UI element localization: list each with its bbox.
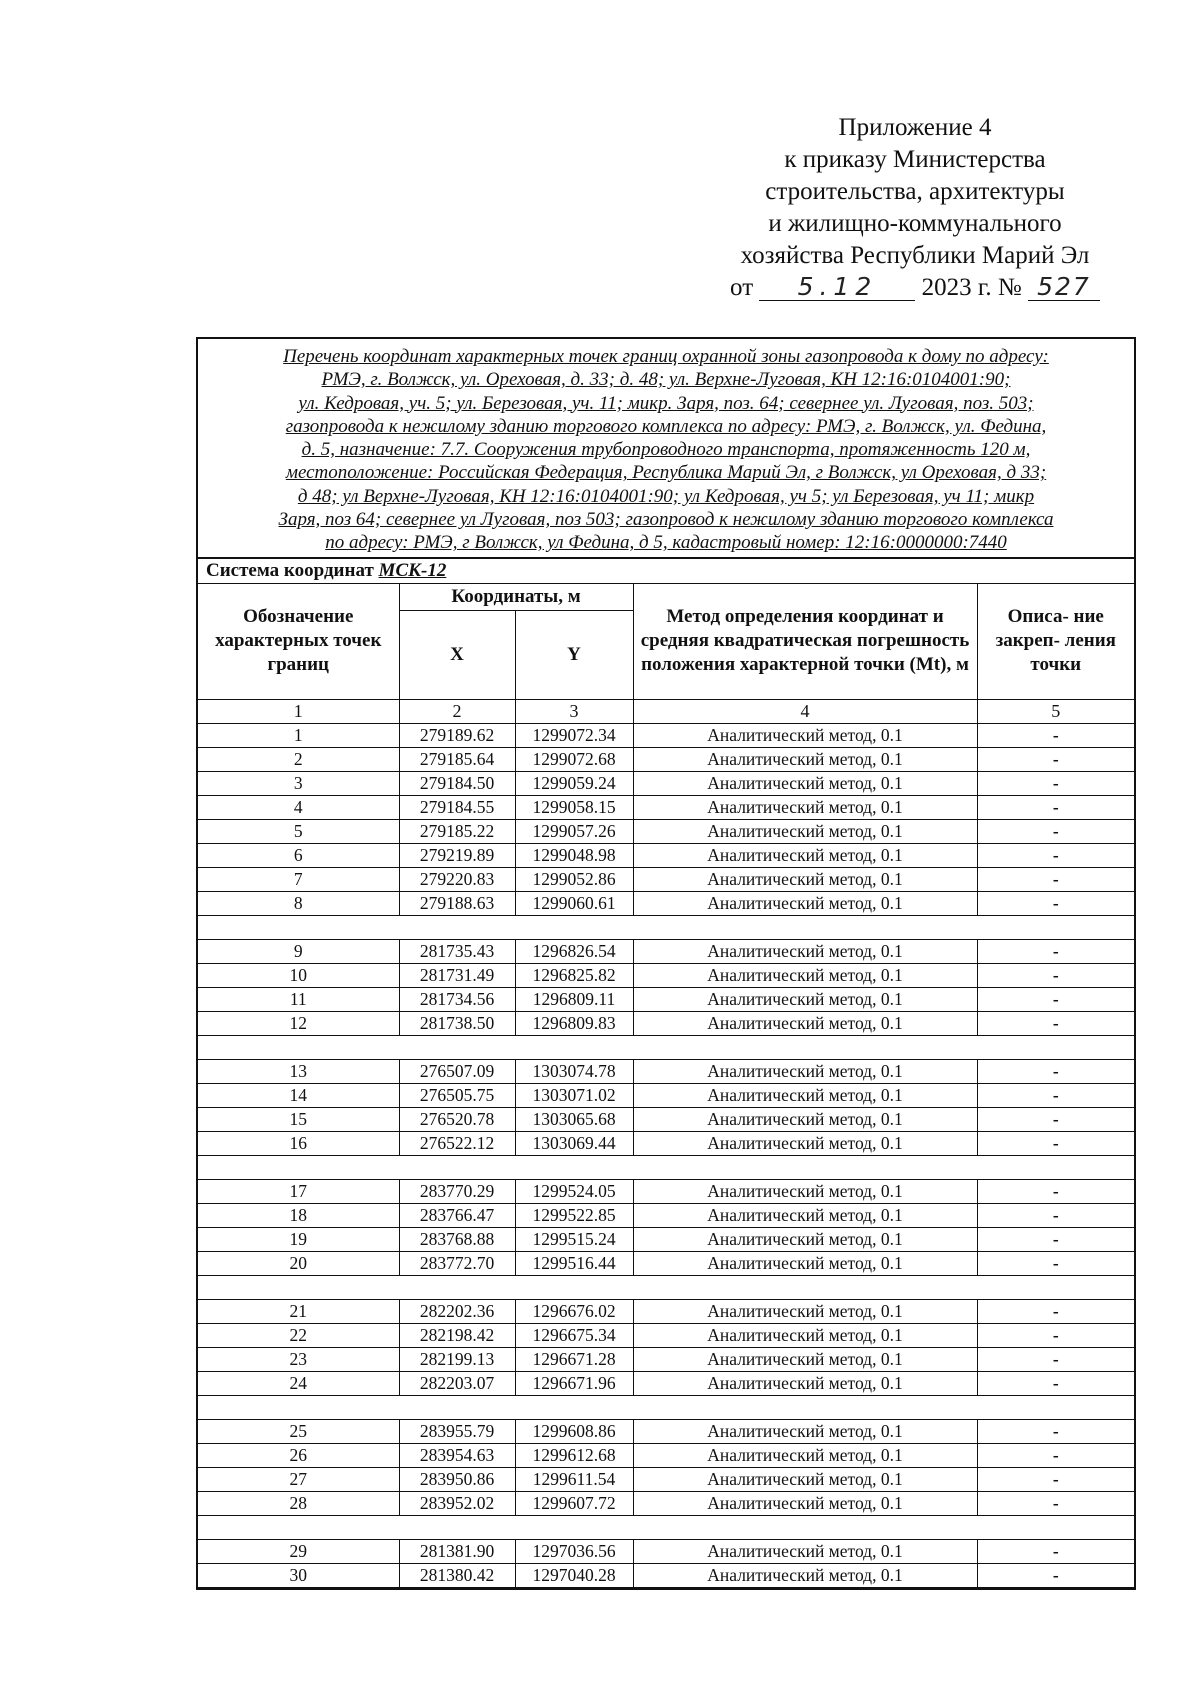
x-coordinate: 283768.88	[399, 1227, 515, 1251]
method-cell: Аналитический метод, 0.1	[633, 1011, 977, 1035]
table-row	[198, 963, 1134, 987]
method-cell: Аналитический метод, 0.1	[633, 1371, 977, 1395]
x-coordinate: 279185.64	[399, 747, 515, 771]
x-coordinate: 279184.50	[399, 771, 515, 795]
x-coordinate: 282203.07	[399, 1371, 515, 1395]
point-id: 1	[198, 723, 399, 747]
year-label: 2023 г. №	[921, 274, 1022, 301]
x-coordinate: 282199.13	[399, 1347, 515, 1371]
table-row	[198, 723, 1134, 747]
y-coordinate: 1299522.85	[515, 1203, 633, 1227]
title-line: РМЭ, г. Волжск, ул. Ореховая, д. 33; д. 48; ул. Верхне-Луговая, КН 12:16:0104001:90;	[321, 369, 1011, 391]
table-row	[198, 1203, 1134, 1227]
point-id: 25	[198, 1419, 399, 1443]
title-line: Заря, поз 64; севернее ул Луговая, поз 503; газопровод к нежилому зданию торгового комплекса	[278, 509, 1054, 531]
point-id: 4	[198, 795, 399, 819]
point-id: 7	[198, 867, 399, 891]
method-cell: Аналитический метод, 0.1	[633, 1227, 977, 1251]
method-cell: Аналитический метод, 0.1	[633, 1419, 977, 1443]
y-coordinate: 1299052.86	[515, 867, 633, 891]
y-coordinate: 1299057.26	[515, 819, 633, 843]
description-cell: -	[977, 1467, 1134, 1491]
method-cell: Аналитический метод, 0.1	[633, 1467, 977, 1491]
title-line: д 48; ул Верхне-Луговая, КН 12:16:0104001:90; ул Кедровая, уч 5; ул Березовая, уч 11; микр	[297, 485, 1035, 507]
title-line: газопровода к нежилому зданию торгового комплекса по адресу: РМЭ, г. Волжск, ул. Федина,	[285, 415, 1047, 437]
method-cell: Аналитический метод, 0.1	[633, 1131, 977, 1155]
y-coordinate: 1299607.72	[515, 1491, 633, 1515]
x-coordinate: 276505.75	[399, 1083, 515, 1107]
description-cell: -	[977, 795, 1134, 819]
x-coordinate: 279184.55	[399, 795, 515, 819]
x-coordinate: 281734.56	[399, 987, 515, 1011]
header-line: хозяйства Республики Марий Эл	[740, 242, 1090, 269]
separator-cell	[198, 1395, 1134, 1419]
y-coordinate: 1299059.24	[515, 771, 633, 795]
description-cell: -	[977, 867, 1134, 891]
separator-cell	[198, 1035, 1134, 1059]
y-coordinate: 1296809.83	[515, 1011, 633, 1035]
description-cell: -	[977, 1059, 1134, 1083]
point-id: 11	[198, 987, 399, 1011]
method-cell: Аналитический метод, 0.1	[633, 1539, 977, 1563]
y-coordinate: 1299060.61	[515, 891, 633, 915]
title-line: местоположение: Российская Федерация, Республика Марий Эл, г Волжск, ул Ореховая, д 33;	[285, 462, 1047, 484]
separator-cell	[198, 1155, 1134, 1179]
table-row	[198, 1251, 1134, 1275]
table-row	[198, 1083, 1134, 1107]
table-row	[198, 1347, 1134, 1371]
column-number: 2	[399, 699, 515, 723]
method-cell: Аналитический метод, 0.1	[633, 867, 977, 891]
x-coordinate: 279219.89	[399, 843, 515, 867]
y-coordinate: 1303069.44	[515, 1131, 633, 1155]
description-cell: -	[977, 939, 1134, 963]
point-id: 3	[198, 771, 399, 795]
group-separator	[198, 1155, 1134, 1179]
x-coordinate: 281735.43	[399, 939, 515, 963]
point-id: 22	[198, 1323, 399, 1347]
method-cell: Аналитический метод, 0.1	[633, 1563, 977, 1587]
point-id: 23	[198, 1347, 399, 1371]
description-cell: -	[977, 1227, 1134, 1251]
y-coordinate: 1299515.24	[515, 1227, 633, 1251]
y-coordinate: 1299608.86	[515, 1419, 633, 1443]
description-cell: -	[977, 723, 1134, 747]
point-id: 27	[198, 1467, 399, 1491]
description-cell: -	[977, 1083, 1134, 1107]
method-cell: Аналитический метод, 0.1	[633, 1491, 977, 1515]
x-coordinate: 283955.79	[399, 1419, 515, 1443]
column-number: 1	[198, 699, 399, 723]
description-cell: -	[977, 747, 1134, 771]
table-row	[198, 1371, 1134, 1395]
point-id: 24	[198, 1371, 399, 1395]
table-row	[198, 1467, 1134, 1491]
table-row	[198, 771, 1134, 795]
x-coordinate: 279189.62	[399, 723, 515, 747]
y-coordinate: 1299048.98	[515, 843, 633, 867]
method-cell: Аналитический метод, 0.1	[633, 1251, 977, 1275]
x-coordinate: 283950.86	[399, 1467, 515, 1491]
method-cell: Аналитический метод, 0.1	[633, 1299, 977, 1323]
x-coordinate: 281731.49	[399, 963, 515, 987]
table-row	[198, 867, 1134, 891]
table-row	[198, 1563, 1134, 1587]
method-cell: Аналитический метод, 0.1	[633, 771, 977, 795]
description-cell: -	[977, 1347, 1134, 1371]
point-id: 6	[198, 843, 399, 867]
y-coordinate: 1299072.34	[515, 723, 633, 747]
point-id: 8	[198, 891, 399, 915]
group-separator	[198, 1515, 1134, 1539]
y-coordinate: 1296826.54	[515, 939, 633, 963]
table-row	[198, 1539, 1134, 1563]
method-cell: Аналитический метод, 0.1	[633, 795, 977, 819]
table-row	[198, 1323, 1134, 1347]
y-coordinate: 1296671.96	[515, 1371, 633, 1395]
description-cell: -	[977, 1419, 1134, 1443]
method-cell: Аналитический метод, 0.1	[633, 1443, 977, 1467]
column-number-row	[198, 699, 1134, 723]
table-row	[198, 1107, 1134, 1131]
x-coordinate: 276520.78	[399, 1107, 515, 1131]
x-coordinate: 276507.09	[399, 1059, 515, 1083]
y-coordinate: 1296675.34	[515, 1323, 633, 1347]
description-cell: -	[977, 1563, 1134, 1587]
coordinates-header: Координаты, м	[399, 584, 633, 611]
description-cell: -	[977, 1443, 1134, 1467]
coordinates-table	[198, 584, 1134, 1588]
coordinates-document	[196, 337, 1136, 1590]
group-separator	[198, 1275, 1134, 1299]
y-coordinate: 1296671.28	[515, 1347, 633, 1371]
x-coordinate: 281738.50	[399, 1011, 515, 1035]
description-cell: -	[977, 819, 1134, 843]
separator-cell	[198, 1275, 1134, 1299]
description-cell: -	[977, 1371, 1134, 1395]
header-line: Приложение 4	[838, 114, 992, 141]
y-coordinate: 1297036.56	[515, 1539, 633, 1563]
point-id: 17	[198, 1179, 399, 1203]
x-coordinate: 283772.70	[399, 1251, 515, 1275]
y-coordinate: 1296825.82	[515, 963, 633, 987]
table-row	[198, 1419, 1134, 1443]
point-id: 14	[198, 1083, 399, 1107]
order-date-line	[700, 272, 1130, 304]
handwritten-date: 5.12	[759, 274, 915, 301]
x-coordinate: 283954.63	[399, 1443, 515, 1467]
separator-cell	[198, 1515, 1134, 1539]
description-cell: -	[977, 987, 1134, 1011]
point-id: 2	[198, 747, 399, 771]
group-separator	[198, 1035, 1134, 1059]
title-line: ул. Кедровая, уч. 5; ул. Березовая, уч. 11; микр. Заря, поз. 64; севернее ул. Луговая, поз. 503;	[298, 392, 1034, 414]
coordinate-system	[198, 559, 1134, 584]
separator-cell	[198, 915, 1134, 939]
y-coordinate: 1303074.78	[515, 1059, 633, 1083]
description-cell: -	[977, 891, 1134, 915]
point-id: 30	[198, 1563, 399, 1587]
point-id: 28	[198, 1491, 399, 1515]
table-row	[198, 1011, 1134, 1035]
table-row	[198, 891, 1134, 915]
method-cell: Аналитический метод, 0.1	[633, 987, 977, 1011]
method-cell: Аналитический метод, 0.1	[633, 819, 977, 843]
description-header: Описа- ние закреп- ления точки	[977, 584, 1134, 700]
description-cell: -	[977, 1179, 1134, 1203]
table-row	[198, 1299, 1134, 1323]
document-title	[198, 339, 1134, 559]
table-row	[198, 843, 1134, 867]
method-cell: Аналитический метод, 0.1	[633, 891, 977, 915]
table-row	[198, 939, 1134, 963]
description-cell: -	[977, 1323, 1134, 1347]
description-cell: -	[977, 843, 1134, 867]
x-coordinate: 276522.12	[399, 1131, 515, 1155]
table-row	[198, 795, 1134, 819]
table-row	[198, 1059, 1134, 1083]
point-id: 26	[198, 1443, 399, 1467]
group-separator	[198, 1395, 1134, 1419]
x-coordinate: 279188.63	[399, 891, 515, 915]
description-cell: -	[977, 1299, 1134, 1323]
method-cell: Аналитический метод, 0.1	[633, 963, 977, 987]
x-header: X	[399, 610, 515, 699]
x-coordinate: 283766.47	[399, 1203, 515, 1227]
method-cell: Аналитический метод, 0.1	[633, 1203, 977, 1227]
header-line: к приказу Министерства	[784, 146, 1046, 173]
description-cell: -	[977, 1491, 1134, 1515]
point-id: 5	[198, 819, 399, 843]
point-id: 9	[198, 939, 399, 963]
point-id: 15	[198, 1107, 399, 1131]
table-row	[198, 1491, 1134, 1515]
y-coordinate: 1296676.02	[515, 1299, 633, 1323]
description-cell: -	[977, 1203, 1134, 1227]
description-cell: -	[977, 771, 1134, 795]
method-cell: Аналитический метод, 0.1	[633, 1179, 977, 1203]
coordinates-body	[198, 699, 1134, 1587]
y-header: Y	[515, 610, 633, 699]
x-coordinate: 282202.36	[399, 1299, 515, 1323]
table-row	[198, 1443, 1134, 1467]
method-cell: Аналитический метод, 0.1	[633, 939, 977, 963]
point-id: 12	[198, 1011, 399, 1035]
table-row	[198, 819, 1134, 843]
description-cell: -	[977, 1539, 1134, 1563]
y-coordinate: 1299612.68	[515, 1443, 633, 1467]
date-prefix: от	[730, 274, 754, 301]
point-id: 13	[198, 1059, 399, 1083]
point-id: 21	[198, 1299, 399, 1323]
point-id: 16	[198, 1131, 399, 1155]
header-line: строительства, архитектуры	[765, 178, 1065, 205]
y-coordinate: 1303071.02	[515, 1083, 633, 1107]
point-id: 29	[198, 1539, 399, 1563]
x-coordinate: 283770.29	[399, 1179, 515, 1203]
method-cell: Аналитический метод, 0.1	[633, 1347, 977, 1371]
method-cell: Аналитический метод, 0.1	[633, 1083, 977, 1107]
y-coordinate: 1299516.44	[515, 1251, 633, 1275]
x-coordinate: 282198.42	[399, 1323, 515, 1347]
y-coordinate: 1299058.15	[515, 795, 633, 819]
point-id: 10	[198, 963, 399, 987]
point-id: 18	[198, 1203, 399, 1227]
x-coordinate: 283952.02	[399, 1491, 515, 1515]
designation-header: Обозначение характерных точек границ	[198, 584, 399, 700]
column-number: 5	[977, 699, 1134, 723]
method-cell: Аналитический метод, 0.1	[633, 1059, 977, 1083]
method-header: Метод определения координат и средняя квадратическая погрешность положения характерной точки (Mt), м	[633, 584, 977, 700]
y-coordinate: 1299524.05	[515, 1179, 633, 1203]
coordinate-system-label: Система координат	[206, 559, 374, 581]
method-cell: Аналитический метод, 0.1	[633, 723, 977, 747]
handwritten-order-number: 527	[1028, 274, 1100, 301]
table-row	[198, 1227, 1134, 1251]
coordinate-system-value: МСК-12	[378, 559, 447, 581]
title-line: Перечень координат характерных точек границ охранной зоны газопровода к дому по адресу:	[283, 346, 1049, 367]
x-coordinate: 281380.42	[399, 1563, 515, 1587]
table-row	[198, 1179, 1134, 1203]
column-number: 4	[633, 699, 977, 723]
description-cell: -	[977, 1131, 1134, 1155]
y-coordinate: 1303065.68	[515, 1107, 633, 1131]
description-cell: -	[977, 1107, 1134, 1131]
title-line: д. 5, назначение: 7.7. Сооружения трубопроводного транспорта, протяженность 120 м,	[301, 439, 1031, 461]
description-cell: -	[977, 1251, 1134, 1275]
method-cell: Аналитический метод, 0.1	[633, 1107, 977, 1131]
appendix-header	[700, 112, 1130, 304]
point-id: 20	[198, 1251, 399, 1275]
description-cell: -	[977, 963, 1134, 987]
method-cell: Аналитический метод, 0.1	[633, 843, 977, 867]
title-line: по адресу: РМЭ, г Волжск, ул Федина, д 5, кадастровый номер: 12:16:0000000:7440	[325, 532, 1007, 554]
table-row	[198, 1131, 1134, 1155]
y-coordinate: 1296809.11	[515, 987, 633, 1011]
description-cell: -	[977, 1011, 1134, 1035]
y-coordinate: 1299072.68	[515, 747, 633, 771]
x-coordinate: 279185.22	[399, 819, 515, 843]
y-coordinate: 1297040.28	[515, 1563, 633, 1587]
x-coordinate: 279220.83	[399, 867, 515, 891]
point-id: 19	[198, 1227, 399, 1251]
header-line: и жилищно-коммунального	[768, 210, 1062, 237]
y-coordinate: 1299611.54	[515, 1467, 633, 1491]
column-number: 3	[515, 699, 633, 723]
table-row	[198, 747, 1134, 771]
x-coordinate: 281381.90	[399, 1539, 515, 1563]
method-cell: Аналитический метод, 0.1	[633, 1323, 977, 1347]
group-separator	[198, 915, 1134, 939]
table-row	[198, 987, 1134, 1011]
method-cell: Аналитический метод, 0.1	[633, 747, 977, 771]
